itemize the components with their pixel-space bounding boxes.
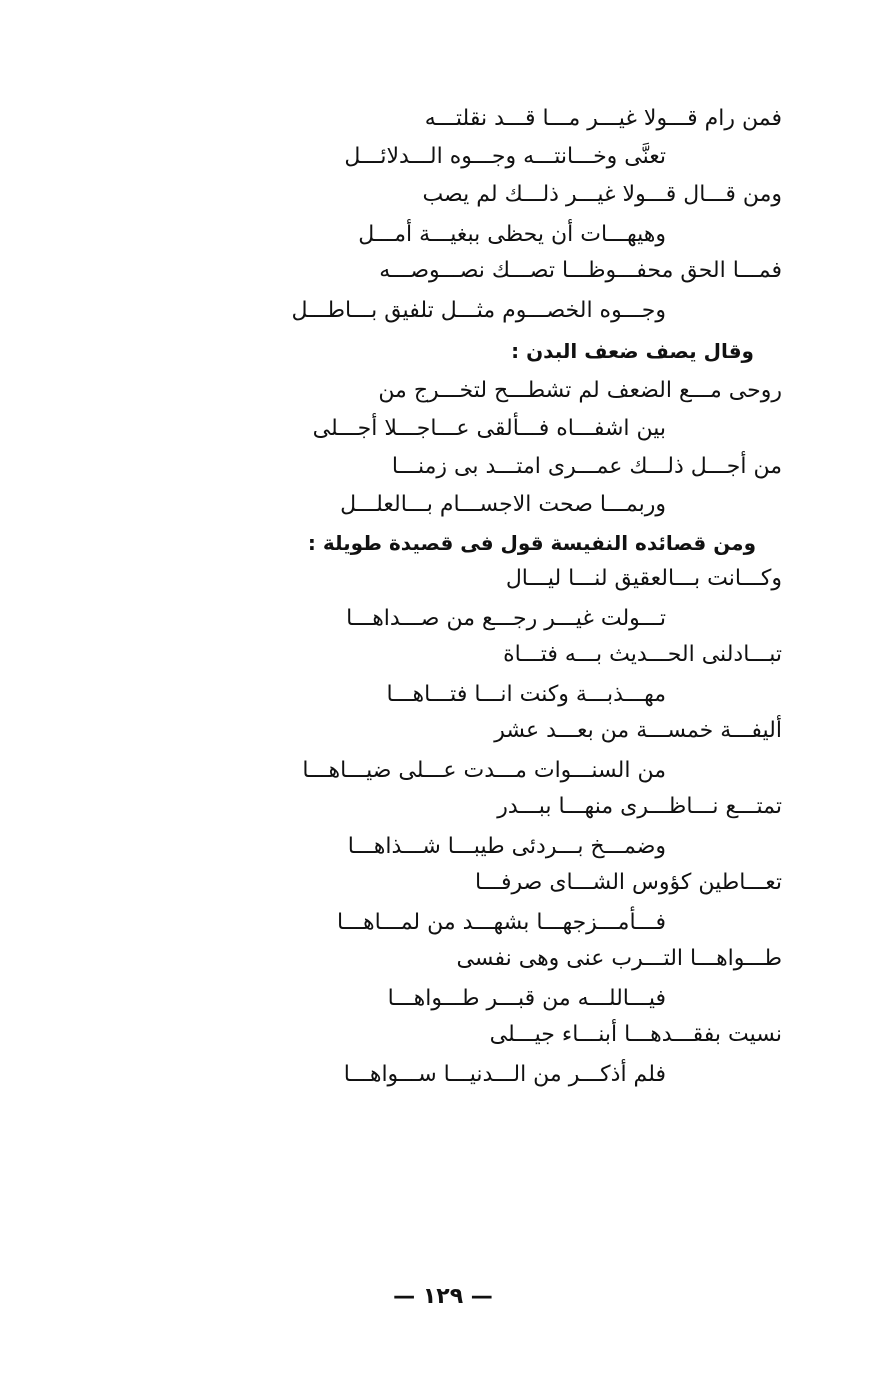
poem-2-line-1: روحى مـــع الضعف لم تشطـــح لتخـــرج من xyxy=(378,378,782,403)
poem-3-line-3: تبـــادلنى الحـــديث بـــه فتـــاة xyxy=(503,642,782,667)
poem-2-line-2: بين اشفـــاه فـــألقى عـــاجـــلا أجـــلى xyxy=(312,416,666,441)
poem-2-line-3: من أجـــل ذلـــك عمـــرى امتـــد بى زمنـــا xyxy=(391,454,782,479)
poem-3-line-9: تعـــاطين كؤوس الشـــاى صرفـــا xyxy=(474,870,782,895)
poem-3-line-5: أليفـــة خمســـة من بعـــد عشر xyxy=(494,718,782,743)
poem-3-line-2: تـــولت غيـــر رجـــع من صـــداهـــا xyxy=(346,606,666,631)
poem-3-line-10: فـــأمـــزجهـــا بشهـــد من لمـــاهـــا xyxy=(337,910,666,935)
poem-3-line-12: فيـــاللـــه من قبـــر طـــواهـــا xyxy=(387,986,666,1011)
poem-3-line-1: وكـــانت بـــالعقيق لنـــا ليـــال xyxy=(505,566,782,591)
poem-3-line-8: وضمـــخ بـــردئى طيبـــا شـــذاهـــا xyxy=(347,834,666,859)
poem-2-line-4: وربمـــا صحت الاجســـام بـــالعلـــل xyxy=(340,492,666,517)
poem-1-line-2: تعنَّى وخـــانتـــه وجـــوه الـــدلائـــل xyxy=(344,144,666,169)
section-heading-long-poem: ومن قصائده النفيسة قول فى قصيدة طويلة : xyxy=(307,531,756,555)
poem-3-line-11: طـــواهـــا التـــرب عنى وهى نفسى xyxy=(456,946,782,971)
poem-3-line-6: من السنـــوات مـــدت عـــلى ضيـــاهـــا xyxy=(302,758,666,783)
poem-1-line-5: فمـــا الحق محفـــوظـــا تصـــك نصـــوصـــه xyxy=(379,258,782,283)
poem-3-line-13: نسيت بفقـــدهـــا أبنـــاء جيـــلى xyxy=(489,1022,782,1047)
poem-3-line-7: تمتـــع نـــاظـــرى منهـــا ببـــدر xyxy=(497,794,782,819)
poem-1-line-3: ومن قـــال قـــولا غيـــر ذلـــك لم يصب xyxy=(422,182,782,207)
poem-1-line-6: وجـــوه الخصـــوم مثـــل تلفيق بـــاطـــل xyxy=(291,298,666,323)
page-number: — ١٢٩ — xyxy=(393,1284,493,1309)
section-heading-weakness: وقال يصف ضعف البدن : xyxy=(511,339,754,363)
poem-3-line-14: فلم أذكـــر من الـــدنيـــا ســـواهـــا xyxy=(343,1062,666,1087)
poem-1-line-1: فمن رام قـــولا غيـــر مـــا قـــد نقلتـــه xyxy=(424,106,782,131)
poem-1-line-4: وهيهـــات أن يحظى ببغيـــة أمـــل xyxy=(358,222,666,247)
poem-3-line-4: مهـــذبـــة وكنت انـــا فتـــاهـــا xyxy=(386,682,666,707)
